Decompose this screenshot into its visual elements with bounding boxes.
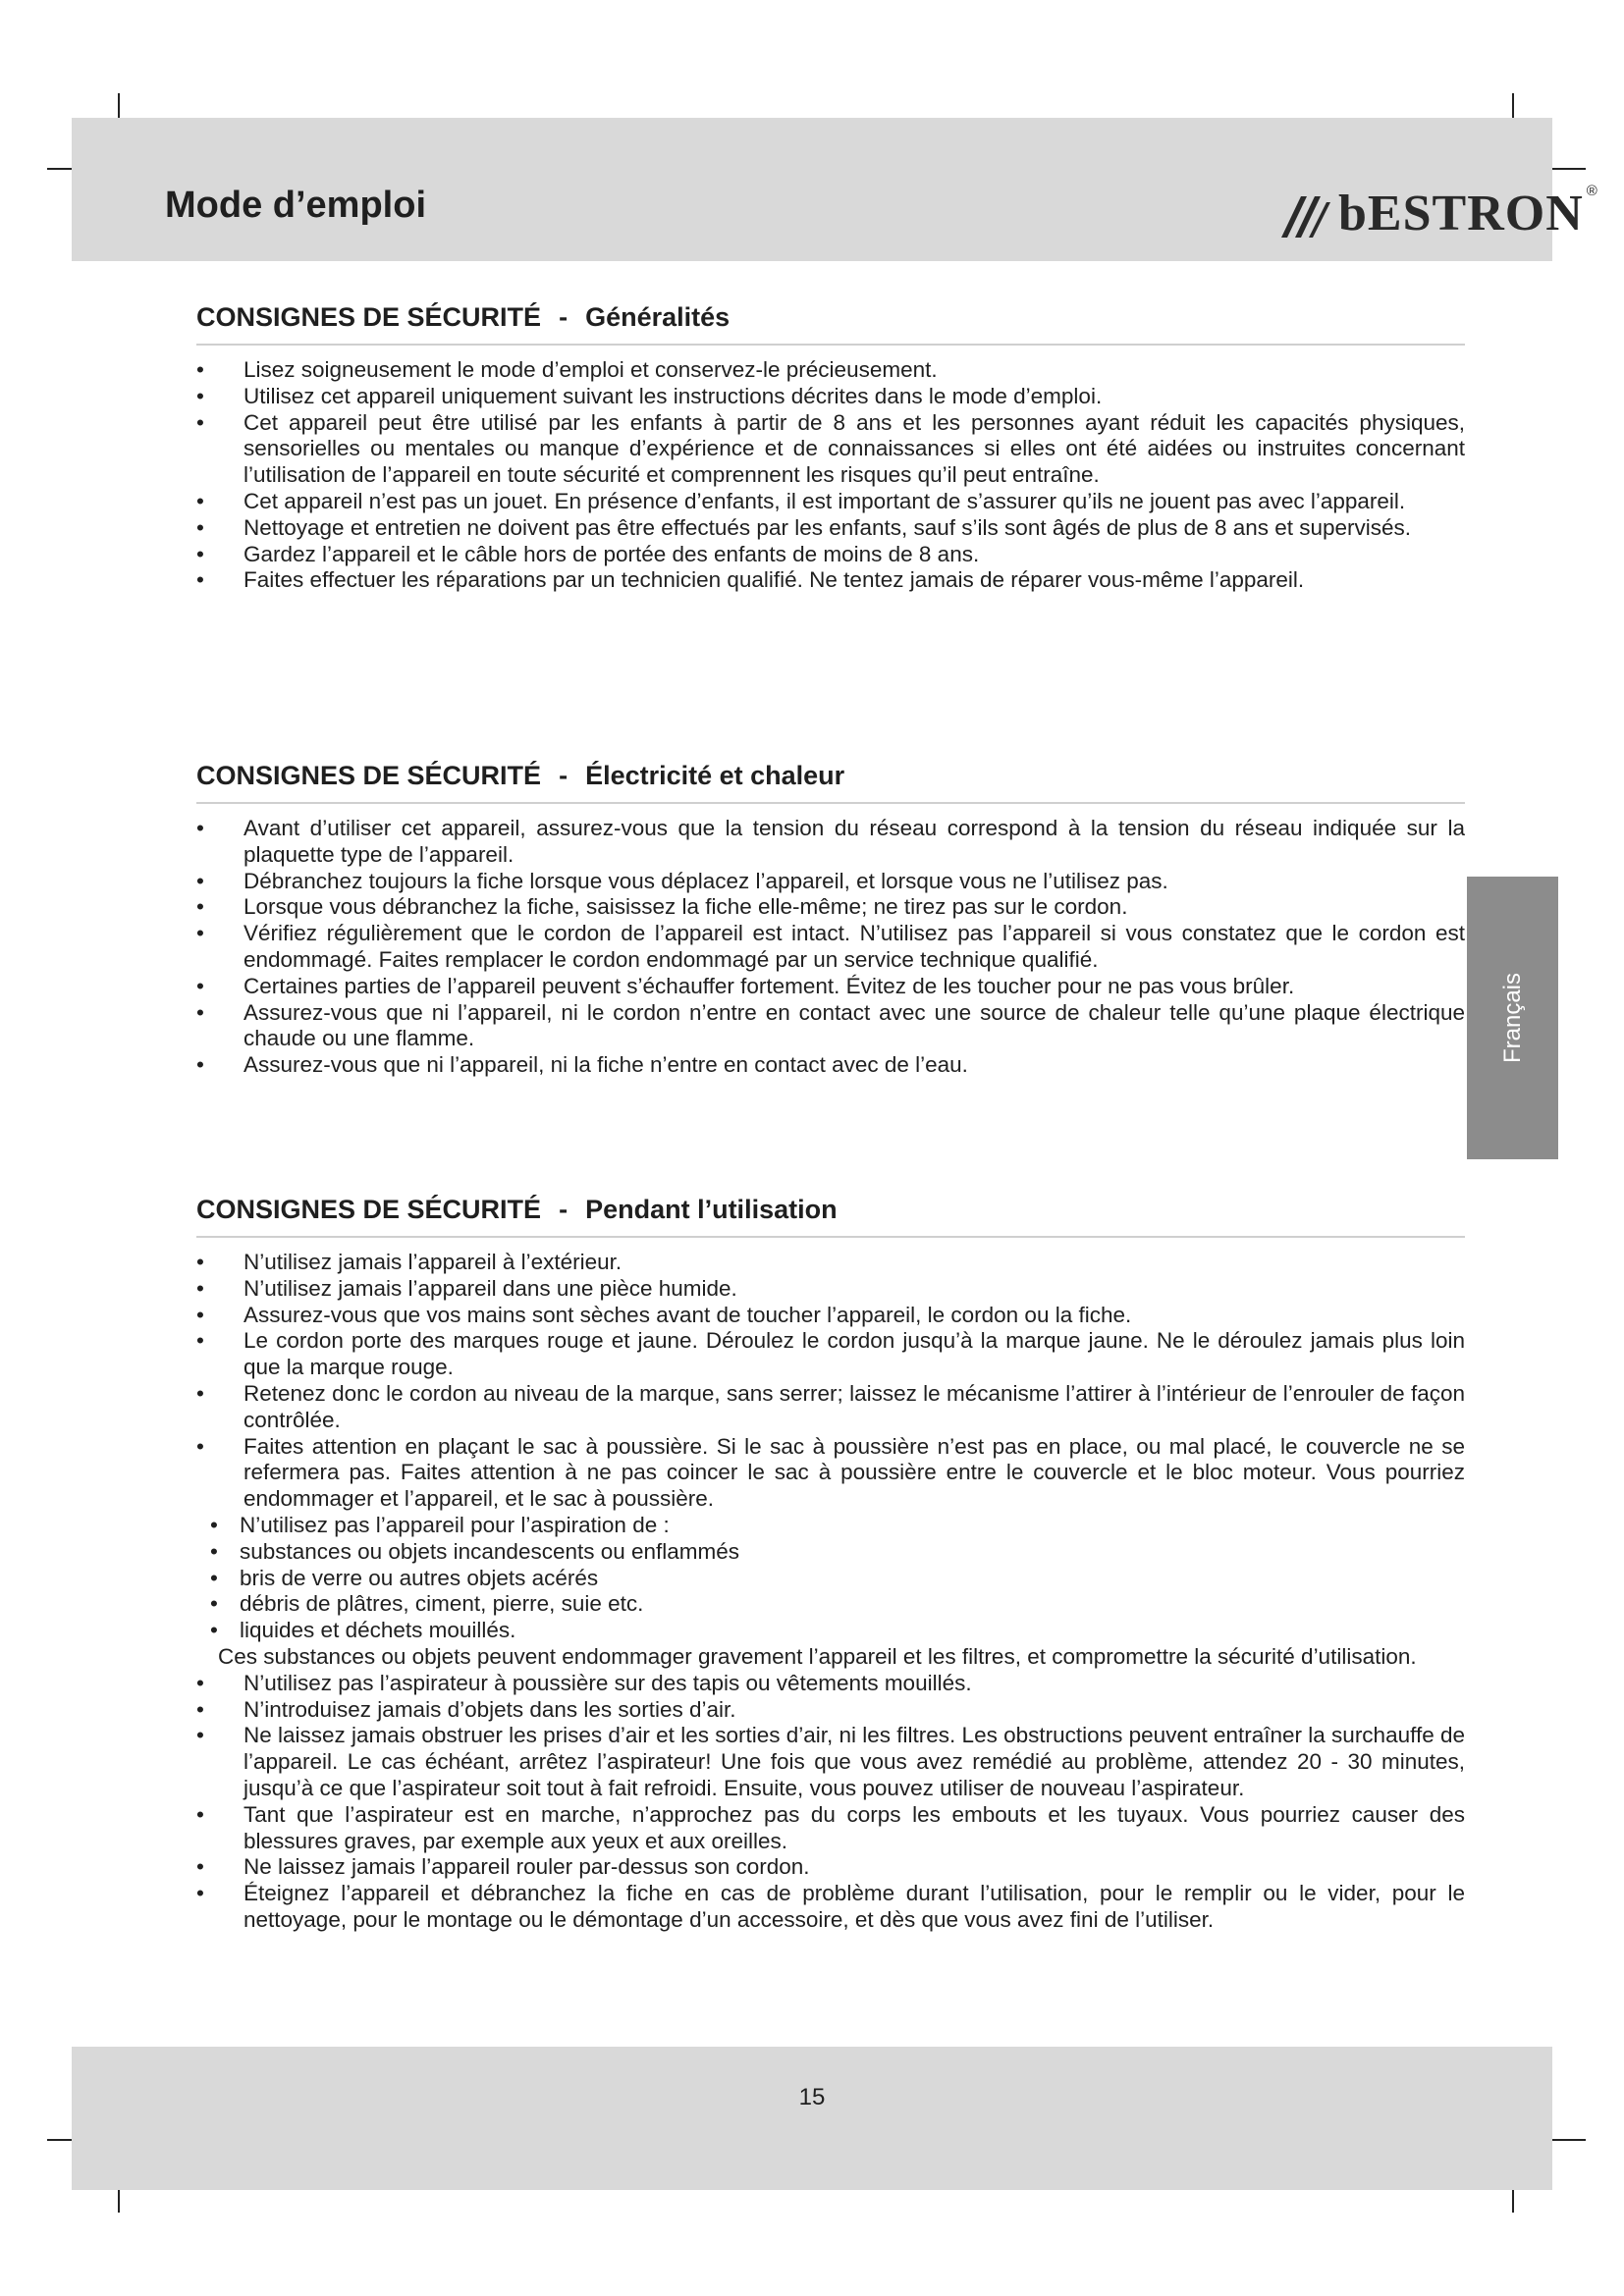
list-item: • Utilisez cet appareil uniquement suivant les instructions décrites dans le mode d’emploi. — [196, 384, 1465, 410]
bullet-list — [196, 357, 1465, 594]
section-heading: CONSIGNES DE SÉCURITÉ - Pendant l’utilisation — [196, 1195, 1465, 1238]
list-item: • Éteignez l’appareil et débranchez la fiche en cas de problème durant l’utilisation, pour le remplir ou le vider, pour le nettoyage, pour le montage ou le démontage d’un accessoire, et dès que vous avez fini de l’utiliser. — [196, 1881, 1465, 1934]
list-item: • Retenez donc le cordon au niveau de la marque, sans serrer; laissez le mécanisme l’attirer à l’intérieur de l’enrouler de façon contrôlée. — [196, 1381, 1465, 1434]
list-item: • bris de verre ou autres objets acérés — [196, 1566, 1465, 1592]
list-item: • Cet appareil n’est pas un jouet. En présence d’enfants, il est important de s’assurer qu’ils ne jouent pas avec l’appareil. — [196, 489, 1465, 515]
language-tab — [1467, 877, 1558, 1159]
list-item: • N’utilisez jamais l’appareil à l’extérieur. — [196, 1250, 1465, 1276]
page-title: Mode d’emploi — [165, 185, 426, 226]
list-item: • Nettoyage et entretien ne doivent pas être effectués par les enfants, sauf s’ils sont âgés de plus de 8 ans et supervisés. — [196, 515, 1465, 542]
list-item: • Tant que l’aspirateur est en marche, n’approchez pas du corps les embouts et les tuyaux. Vous pourriez causer des blessures graves, par exemple aux yeux et aux oreilles. — [196, 1802, 1465, 1855]
list-item: • Certaines parties de l’appareil peuvent s’échauffer fortement. Évitez de les toucher pour ne pas vous brûler. — [196, 974, 1465, 1000]
list-item: • Assurez-vous que ni l’appareil, ni le cordon n’entre en contact avec une source de chaleur telle qu’une plaque électrique chaude ou une flamme. — [196, 1000, 1465, 1053]
list-item: • Lisez soigneusement le mode d’emploi et conservez-le précieusement. — [196, 357, 1465, 384]
brand-logo — [1277, 181, 1597, 240]
list-item: • Vérifiez régulièrement que le cordon de l’appareil est intact. N’utilisez pas l’appareil si vous constatez que le cordon est endommagé. Faites remplacer le cordon endommagé par un service technique qualifié. — [196, 921, 1465, 974]
list-item: • Assurez-vous que vos mains sont sèches avant de toucher l’appareil, le cordon ou la fiche. — [196, 1303, 1465, 1329]
section-general — [196, 302, 1465, 594]
brand-chevrons-icon — [1277, 194, 1332, 240]
list-item: • Le cordon porte des marques rouge et jaune. Déroulez le cordon jusqu’à la marque jaune. Ne le déroulez jamais plus loin que la marque rouge. — [196, 1328, 1465, 1381]
brand-name: bESTRON — [1338, 186, 1584, 241]
list-item: • N’utilisez jamais l’appareil dans une pièce humide. — [196, 1276, 1465, 1303]
list-item: • Faites effectuer les réparations par un technicien qualifié. Ne tentez jamais de réparer vous-même l’appareil. — [196, 567, 1465, 594]
list-item: • Cet appareil peut être utilisé par les enfants à partir de 8 ans et les personnes ayant réduit les capacités physiques, sensorielles ou mentales ou manque d’expérience et de connaissances si elles ont été aidées ou instruites concernant l’utilisation de l’appareil en toute sécurité et comprennent les risques qu’il peut entraîne. — [196, 410, 1465, 489]
section-heading: CONSIGNES DE SÉCURITÉ - Généralités — [196, 302, 1465, 346]
section-heading: CONSIGNES DE SÉCURITÉ - Électricité et chaleur — [196, 761, 1465, 804]
section-subtitle: Électricité et chaleur — [585, 761, 845, 790]
list-item: • Débranchez toujours la fiche lorsque vous déplacez l’appareil, et lorsque vous ne l’utilisez pas. — [196, 869, 1465, 895]
page-header — [72, 118, 1597, 261]
list-item: • Lorsque vous débranchez la fiche, saisissez la fiche elle-même; ne tirez pas sur le cordon. — [196, 894, 1465, 921]
page-footer — [72, 2047, 1552, 2190]
bullet-list — [196, 816, 1465, 1079]
section-title: CONSIGNES DE SÉCURITÉ — [196, 761, 542, 790]
list-item: • N’introduisez jamais d’objets dans les sorties d’air. — [196, 1697, 1465, 1724]
bullet-list — [196, 1250, 1465, 1934]
list-item: • Gardez l’appareil et le câble hors de portée des enfants de moins de 8 ans. — [196, 542, 1465, 568]
list-item: • liquides et déchets mouillés. — [196, 1618, 1465, 1644]
section-subtitle: Généralités — [585, 302, 731, 332]
list-item: • N’utilisez pas l’aspirateur à poussière sur des tapis ou vêtements mouillés. — [196, 1671, 1465, 1697]
list-item: • Ne laissez jamais l’appareil rouler par-dessus son cordon. — [196, 1854, 1465, 1881]
page-number: 15 — [798, 2084, 826, 2110]
section-subtitle: Pendant l’utilisation — [585, 1195, 838, 1224]
list-item: • substances ou objets incandescents ou enflammés — [196, 1539, 1465, 1566]
section-title: CONSIGNES DE SÉCURITÉ — [196, 1195, 542, 1224]
section-usage — [196, 1195, 1465, 1934]
list-item: • Avant d’utiliser cet appareil, assurez-vous que la tension du réseau correspond à la tension du réseau indiquée sur la plaquette type de l’appareil. — [196, 816, 1465, 869]
list-item: • débris de plâtres, ciment, pierre, suie etc. — [196, 1591, 1465, 1618]
list-item: • Faites attention en plaçant le sac à poussière. Si le sac à poussière n’est pas en place, ou mal placé, le couvercle ne se refermera pas. Faites attention à ne pas coincer le sac à poussière entre le couvercle et le bloc moteur. Vous pourriez endommager et l’appareil, et le sac à poussière. — [196, 1434, 1465, 1513]
list-item: • Assurez-vous que ni l’appareil, ni la fiche n’entre en contact avec de l’eau. — [196, 1052, 1465, 1079]
section-electricity — [196, 761, 1465, 1079]
registered-mark: ® — [1586, 183, 1597, 199]
section-title: CONSIGNES DE SÉCURITÉ — [196, 302, 542, 332]
list-item: • Ne laissez jamais obstruer les prises d’air et les sorties d’air, ni les filtres. Les obstructions peuvent entraîner la surchauffe de l’appareil. Le cas échéant, arrêtez l’aspirateur! Une fois que vous avez remédié au problème, attendez 20 - 30 minutes, jusqu’à ce que l’aspirateur soit tout à fait refroidi. Ensuite, vous pouvez utiliser de nouveau l’aspirateur. — [196, 1723, 1465, 1801]
note-text: Ces substances ou objets peuvent endommager gravement l’appareil et les filtres, et compromettre la sécurité d’utilisation. — [218, 1643, 1417, 1669]
language-label: Français — [1498, 972, 1526, 1064]
list-item: • N’utilisez pas l’appareil pour l’aspiration de : — [196, 1513, 1465, 1539]
